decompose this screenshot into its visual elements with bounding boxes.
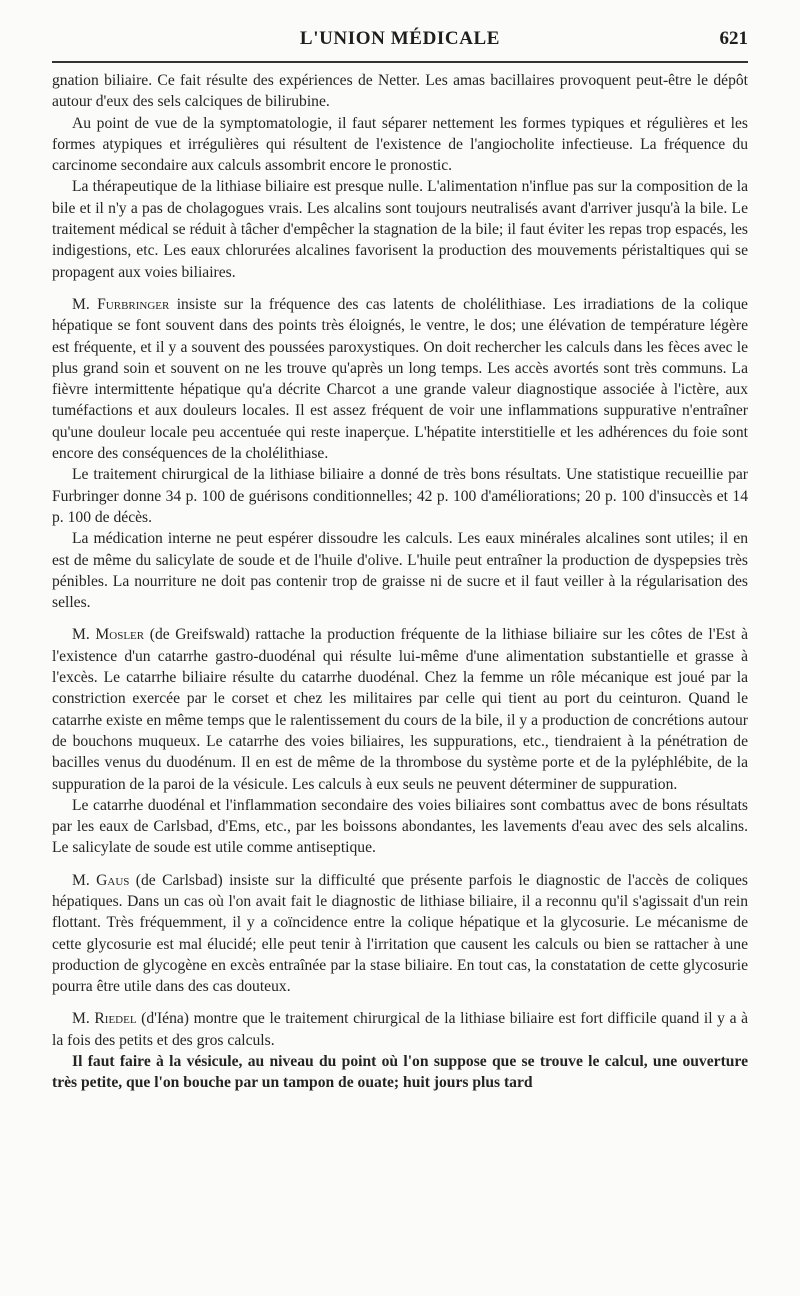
author-name: Furbringer <box>97 295 170 313</box>
honorific: M. <box>72 626 90 644</box>
paragraph-4 <box>52 294 748 464</box>
paragraph-8 <box>52 795 748 859</box>
body-text <box>52 70 748 1094</box>
honorific: M. <box>72 295 90 313</box>
paragraph-text: Le traitement chirurgical de la lithiase biliaire a donné de très bons résultats. Une statistique recueillie par Furbringer donne 34 p. 100 de guérisons conditionnelles; 42 p. 100 d'améliorations; 20 p. 100 d'insuccès et 14 p. 100 de décès. <box>52 466 748 526</box>
paragraph-text: gnation biliaire. Ce fait résulte des expériences de Netter. Les amas bacillaires provoquent peut-être le dépôt autour d'eux des sels calciques de bilirubine. <box>52 72 748 111</box>
honorific: M. <box>72 1010 90 1028</box>
paragraph-1 <box>52 70 748 113</box>
paragraph-7 <box>52 624 748 794</box>
author-name: Mosler <box>95 626 145 644</box>
paragraph-text: Au point de vue de la symptomatologie, il faut séparer nettement les formes typiques et régulières et les formes atypiques et irrégulières qui résultent de l'existence de l'angiocholite infectieuse. La fréquence du carcinome secondaire aux calculs assombrit encore le pronostic. <box>52 114 748 175</box>
author-name: Riedel <box>94 1010 137 1028</box>
paragraph-9 <box>52 870 748 998</box>
paragraph-text: (de Carlsbad) insiste sur la difficulté que présente parfois le diagnostic de l'accès de coliques hépatiques. Dans un cas où l'on avait fait le diagnostic de lithiase biliaire, il a reconnu qu'il s'agissait d'un rein flottant. Très fréquemment, il y a coïncidence entre la colique hépatique et la glycosurie. Le mécanisme de cette glycosurie est mal élucidé; elle peut tenir à l'irritation que causent les calculs ou bien se rattacher à une production de glycogène en excès entraînée par la stase biliaire. En tout cas, la constatation de cette glycosurie pourra être utile dans des cas douteux. <box>52 871 748 996</box>
paragraph-text: Le catarrhe duodénal et l'inflammation secondaire des voies biliaires sont combattus avec de bons résultats par les eaux de Carlsbad, d'Ems, etc., par les boissons abondantes, les lavements d'eau avec des sels alcalins. Le salicylate de soude est utile comme antiseptique. <box>52 796 748 857</box>
honorific: M. <box>72 871 90 889</box>
page-header <box>52 28 748 58</box>
paragraph-text: (d'Iéna) montre que le traitement chirurgical de la lithiase biliaire est fort difficile quand il y a à la fois des petits et des gros calculs. <box>52 1010 749 1049</box>
paragraph-6 <box>52 528 748 613</box>
paragraph-text: insiste sur la fréquence des cas latents de cholélithiase. Les irradiations de la colique hépatique se font souvent dans des points très éloignés, le ventre, le dos; une élévation de température légère est fréquente, et il y a souvent des poussées paroxystiques. On doit rechercher les calculs dans les fèces avec le plus grand soin et souvent on ne les trouve qu'après un long temps. Les accès avortés sont très communs. La fièvre intermittente hépatique qu'a décrite Charcot a une grande valeur diagnostique associée à l'ictère, aux tuméfactions et aux douleurs locales. Il est assez fréquent de voir une inflammations suppurative n'entraîner qu'une douleur locale peu accentuée qui reste inaperçue. L'hépatite interstitielle et les adhérences du foie sont encore des conséquences de la cholélithiase. <box>52 295 748 463</box>
paragraph-3 <box>52 176 748 282</box>
paragraph-text: (de Greifswald) rattache la production fréquente de la lithiase biliaire sur les côtes de l'Est à l'existence d'un catarrhe gastro-duodénal qui résulte lui-même d'une alimentation substantielle et grasse à l'excès. Le catarrhe biliaire résulte du catarrhe duodénal. Chez la femme un rôle mécanique est joué par la constriction exercée par le corset et chez les militaires par celle qui tient au port du ceinturon. Quand le catarrhe existe en même temps que le ralentissement du cours de la bile, il y a production de concrétions autour de bouchons muqueux. Le catarrhe des voies biliaires, les suppurations, etc., tiendraient à la pénétration de bacilles venus du duodénum. Il en est de même de la thrombose du système porte et de la pyléphlébite, de la suppuration de la paroi de la vésicule. Les calculs à eux seuls ne peuvent déterminer de suppuration. <box>52 626 748 793</box>
author-name: Gaus <box>96 871 130 889</box>
paragraph-10 <box>52 1008 748 1051</box>
paragraph-text: La thérapeutique de la lithiase biliaire est presque nulle. L'alimentation n'influe pas sur la composition de la bile et il n'y a pas de cholagogues vrais. Les alcalins sont toujours neutralisés avant d'arriver jusqu'à la bile. Le traitement médical se réduit à tâcher d'empêcher la stagnation de la bile; il faut éviter les repas trop espacés, les indigestions, etc. Les eaux chlorurées alcalines favorisent la production des mouvements péristaltiques qui se propagent aux voies biliaires. <box>52 178 748 281</box>
paragraph-2 <box>52 113 748 177</box>
header-rule <box>52 61 748 63</box>
page-number: 621 <box>719 28 748 49</box>
running-title: L'UNION MÉDICALE <box>299 28 501 49</box>
paragraph-11 <box>52 1051 748 1094</box>
paragraph-5 <box>52 464 748 528</box>
paragraph-text: Il faut faire à la vésicule, au niveau du point où l'on suppose que se trouve le calcul, une ouverture très petite, que l'on bouche par un tampon de ouate; huit jours plus tard <box>52 1053 748 1092</box>
paragraph-text: La médication interne ne peut espérer dissoudre les calculs. Les eaux minérales alcalines sont utiles; il en est de même du salicylate de soude et de l'huile d'olive. L'huile peut entraîner la production de dyspepsies très pénibles. La nourriture ne doit pas contenir trop de graisse ni de sucre et il faut veiller à la régularisation des selles. <box>52 530 748 612</box>
